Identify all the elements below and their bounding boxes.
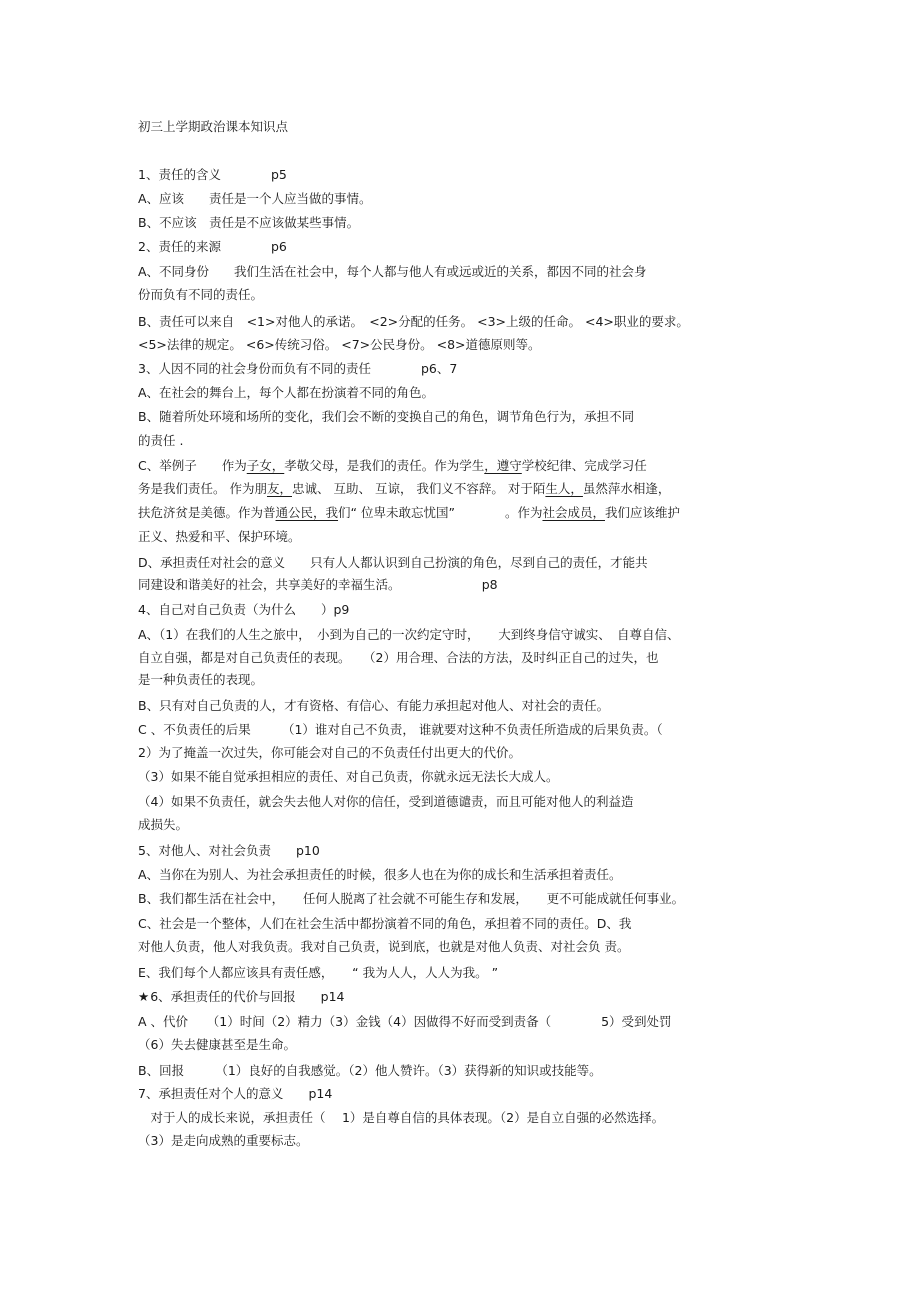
text-line: B、只有对自己负责的人，才有资格、有信心、有能力承担起对他人、对社会的责任。 xyxy=(138,698,610,713)
text-line: 2、责任的来源 p6 xyxy=(138,239,287,254)
text-line: 2）为了掩盖一次过失，你可能会对自己的不负责任付出更大的代价。 xyxy=(138,745,521,760)
text-line: B、随着所处环境和场所的变化，我们会不断的变换自己的角色，调节角色行为，承担不同 xyxy=(138,409,635,424)
text-line: A、（1）在我们的人生之旅中， 小到为自己的一次约定守时， 大到终身信守诚实、 自尊自信、 xyxy=(138,627,680,642)
example-line-2 xyxy=(138,479,788,499)
text-line: 对他人负责，他人对我负责。我对自己负责，说到底，也就是对他人负责、对社会负 责。 xyxy=(138,939,630,954)
text-line: <5>法律的规定。 <6>传统习俗。 <7>公民身份。 <8>道德原则等。 xyxy=(138,337,541,352)
text-segment: 6、承担责任的代价与回报 p14 xyxy=(150,989,345,1004)
underlined-text: ，遵守 xyxy=(484,458,522,473)
underlined-text: 生人， xyxy=(545,481,583,496)
text-line: （3）是走向成熟的重要标志。 xyxy=(138,1133,309,1148)
text-line: 5、对他人、对社会负责 p10 xyxy=(138,843,320,858)
text-segment: 们“ 位卑未敢忘忧国” 。作为 xyxy=(338,505,543,520)
text-segment: 学校纪律、完成学习任 xyxy=(521,458,647,473)
text-segment: 扶危济贫是美德。作为普 xyxy=(138,505,276,520)
text-line: 3、人因不同的社会身份而负有不同的责任 p6、7 xyxy=(138,361,458,376)
text-line: （3）如果不能自觉承担相应的责任、对自己负责，你就永远无法长大成人。 xyxy=(138,769,559,784)
text-line: C、社会是一个整体，人们在社会生活中都扮演着不同的角色，承担着不同的责任。D、我 xyxy=(138,916,632,931)
text-line: 1、责任的含义 p5 xyxy=(138,167,287,182)
text-line: A 、代价 （1）时间（2）精力（3）金钱（4）因做得不好而受到责备（ 5）受到处罚 xyxy=(138,1014,672,1029)
text-line: （4）如果不负责任，就会失去他人对你的信任，受到道德谴责，而且可能对他人的利益造 xyxy=(138,794,634,809)
star-icon: ★ xyxy=(138,989,150,1004)
text-line: A、当你在为别人、为社会承担责任的时候，很多人也在为你的成长和生活承担着责任。 xyxy=(138,867,622,882)
example-line-1 xyxy=(138,456,788,476)
example-line-3 xyxy=(138,503,788,523)
text-line: C 、不负责任的后果 （1）谁对自己不负责， 谁就要对这种不负责任所造成的后果负责。（ xyxy=(138,722,663,737)
text-segment: 孝敬父母，是我们的责任。作为学生 xyxy=(284,458,485,473)
page-title: 初三上学期政治课本知识点 xyxy=(138,119,289,134)
text-line: 同建设和谐美好的社会，共享美好的幸福生活。 p8 xyxy=(138,577,498,592)
text-line: A、应该 责任是一个人应当做的事情。 xyxy=(138,191,372,206)
text-line: 份而负有不同的责任。 xyxy=(138,287,264,302)
underlined-text: 子女， xyxy=(246,458,285,473)
text-line: A、在社会的舞台上，每个人都在扮演着不同的角色。 xyxy=(138,385,435,400)
text-line xyxy=(138,987,788,1007)
text-segment: C、举例子 作为 xyxy=(138,458,247,473)
text-line: B、我们都生活在社会中， 任何人脱离了社会就不可能生存和发展， 更不可能成就任何事业。 xyxy=(138,891,685,906)
text-line: 成损失。 xyxy=(138,817,189,832)
text-line: 的责任 . xyxy=(138,433,184,448)
underlined-text: 友， xyxy=(266,481,292,496)
text-line: 4、自己对自己负责（为什么 ）p9 xyxy=(138,602,350,617)
text-segment: 忠诚、 互助、 互谅， 我们义不容辞。 对于陌 xyxy=(292,481,546,496)
text-line: 正义、热爱和平、保护环境。 xyxy=(138,529,301,544)
text-line: B、不应该 责任是不应该做某些事情。 xyxy=(138,215,360,230)
text-line: B、回报 （1）良好的自我感觉。（2）他人赞许。（3）获得新的知识或技能等。 xyxy=(138,1063,602,1078)
text-segment: 务是我们责任。 作为朋 xyxy=(138,481,267,496)
text-line: E、我们每个人都应该具有责任感， “ 我为人人，人人为我。 ” xyxy=(138,965,499,980)
underlined-text: 通公民，我 xyxy=(275,505,339,520)
text-line: 是一种负责任的表现。 xyxy=(138,672,264,687)
text-line: 对于人的成长来说，承担责任（ 1）是自尊自信的具体表现。（2）是自立自强的必然选择。 xyxy=(138,1110,665,1125)
text-line: A、不同身份 我们生活在社会中，每个人都与他人有或远或近的关系，都因不同的社会身 xyxy=(138,264,647,279)
text-segment: 我们应该维护 xyxy=(604,505,680,520)
text-line: B、责任可以来自 <1>对他人的承诺。 <2>分配的任务。 <3>上级的任命。 <4>职业的要求。 xyxy=(138,314,689,329)
underlined-text: 社会成员， xyxy=(542,505,605,520)
text-line: 自立自强，都是对自己负责任的表现。 （2）用合理、合法的方法，及时纠正自己的过失，也 xyxy=(138,650,659,665)
text-line: D、承担责任对社会的意义 只有人人都认识到自己扮演的角色，尽到自己的责任，才能共 xyxy=(138,555,648,570)
text-segment: 虽然萍水相逢， xyxy=(582,481,671,496)
text-line: （6）失去健康甚至是生命。 xyxy=(138,1037,296,1052)
text-line: 7、承担责任对个人的意义 p14 xyxy=(138,1086,333,1101)
